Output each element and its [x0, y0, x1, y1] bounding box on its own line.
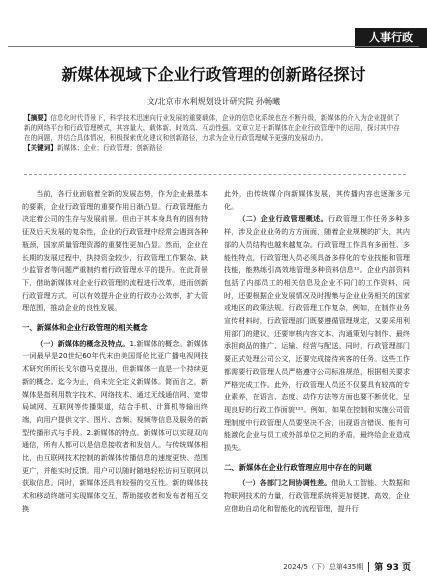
- subsection-1-2-text: 行政管理工作任务多种多样，涉及企业业务的方方面面，随着企业规模的扩大，其内部的人员结构也越来越复杂。行政管理工作具有多面性、多能性特点，行政管理人员必须具备多样化的专业技能和管理技能，能熟练引高效地管理多种资料信息¹¹。企业内部资料包括了内部员工的相关信息及企业不同门的工作资料，同时，还要根据企业发展情况及时搜集与企业业务相关的国家或地区的政策法规。行政管理工作复杂，例如，在制作业务宣传材料时，行政管理部门既要遵循管理规定，又要采用利用部门的建议，还要审核内容文本、沟通策划与制作、最终承担商品的推广、运输、经营与配送。同时，行政管理部门要正式处理公司公文，还要完成接待宾客的任务。这些工作都需要行政管理人员严格遵守公司标准规范，根据相关要求严格完成工作。此外，行政管理人员还不仅要具有较高的专业素养，在语言、态度、动作方法等方面也要不断优化，呈现良好的行政工作面貌¹²¹。例如，如果在控制和实施公司管理制度中行政管理人员要坚决不含，出现语言错误、能有可能激化企业与员工或外部单位之间的矛盾，最终给企业造成损失。: [224, 214, 411, 453]
- section-heading-1: 一、新媒体和企业行政管理的相关概念: [22, 323, 148, 333]
- intro-paragraph: 当前，各行业面临着全新的发展态势，作为企业最基本的要素，企业行政管理的重要作用日渐凸显。行政管理能力决定着公司的生存与发展前景。但由于其本身具有的固有特征及后天发展的复杂性，企业的行政管理中经常会遇到各种瓶颈，国家质量管理资源的重要性更加凸显。然而，企业在长期的发展过程中，执持资金较少，行政管理工作繁杂、缺少监管者等问题严重制约着行政管理水平的提升。在此背景下，借助新媒体对企业行政管理的流程进行改革，进而创新行政管理方式，可以有效提升企业的行政办公效率，扩大管理范围，推动企业的良性发展。: [22, 189, 208, 313]
- header-rule: [8, 46, 419, 47]
- page-footer: [283, 560, 411, 573]
- subsection-1-1-title: （一）新媒体的概念及特点。: [36, 338, 130, 348]
- subsection-2-1: [224, 477, 410, 515]
- subsection-2-1-text: 借助人工智能、大数据和物联网技术的力量，行政管理系统将更加便捷、高效，企业应借助自动化和智能化的流程管理，提升行: [224, 478, 411, 513]
- author-line: 文/北京市水利规划设计研究院 孙畅曦: [146, 97, 281, 106]
- section-heading-2: 二、新媒体在企业行政管理应用中存在的问题: [224, 462, 372, 472]
- subsection-1-1-text: 1.新媒体的概念。新媒体一词最早是20世纪60年代末由美国哥伦比亚广播电视网技术研究所所长戈尔德马克提出，但新媒体一直是一个持续更新的概念。迄今为止，尚未完全定义新媒体。简而言之，新媒体是指利用数字技术、网络技术、通过无线通信网、宽带局域网、互联网等传播渠道，结合手机、计算机等输出终端，向用户提供文字、图片、音频、视频等信息及服务的新型传播形式与手段。2.新媒体的特点。新媒体可以实现双向通信，所有人都可以是信息接收者和发信人。与传统媒体相比，由互联网技术控制的新媒体传播信息的速度更快、范围更广，并能实时反馈。用户可以随时随地轻松访问互联网以获取信息。同时，新媒体还具有较强的交互性。新的媒体技术和移动终端可实现媒体交互，帮助接收者和发布者相互交换: [22, 338, 208, 513]
- subsection-1-2-title: （二）企业行政管理概述。: [238, 214, 329, 224]
- section-tag: 人事行政: [355, 28, 427, 48]
- page-number: 第 93 页: [374, 563, 411, 573]
- left-column: [22, 188, 208, 516]
- right-column: [224, 188, 410, 516]
- abstract-block: [24, 113, 406, 153]
- keywords-paragraph: [24, 143, 406, 153]
- footer-divider: [368, 562, 369, 572]
- continued-paragraph: 此外，由传统媒介向新媒体发展，其传播内容也逐渐多元化。: [224, 189, 410, 211]
- subsection-1-2: [224, 213, 410, 454]
- abstract-text: 信息化时代背景下，科学技术迅速向行业发展的重要载体，企业的信息化系统也在不断升级，新媒体的介入为企业提供了新的网络平台和行政管理模式，其容量大、载体新、时效高、互动性强。文章立足于新媒体在企业行政管理中的运用，探讨其中存在的问题，并结合具体情况，积极探索优化建议和创新路径，力求为企业行政管理赋予更强的发展动力。: [24, 114, 400, 142]
- abstract-label: 【摘要】: [24, 114, 51, 122]
- subsection-1-1: [22, 338, 208, 516]
- issue-info: 2024/5（下）总第435期: [283, 562, 364, 571]
- keywords-label: 【关键词】: [24, 144, 57, 152]
- abstract-divider: [24, 174, 406, 175]
- abstract-paragraph: [24, 113, 406, 143]
- keywords-text: 新媒体；企业；行政管理；创新路径: [56, 144, 163, 152]
- article-title: 新媒体视域下企业行政管理的创新路径探讨: [61, 65, 366, 84]
- subsection-2-1-title: （一）各部门之间协调性差。: [238, 478, 332, 488]
